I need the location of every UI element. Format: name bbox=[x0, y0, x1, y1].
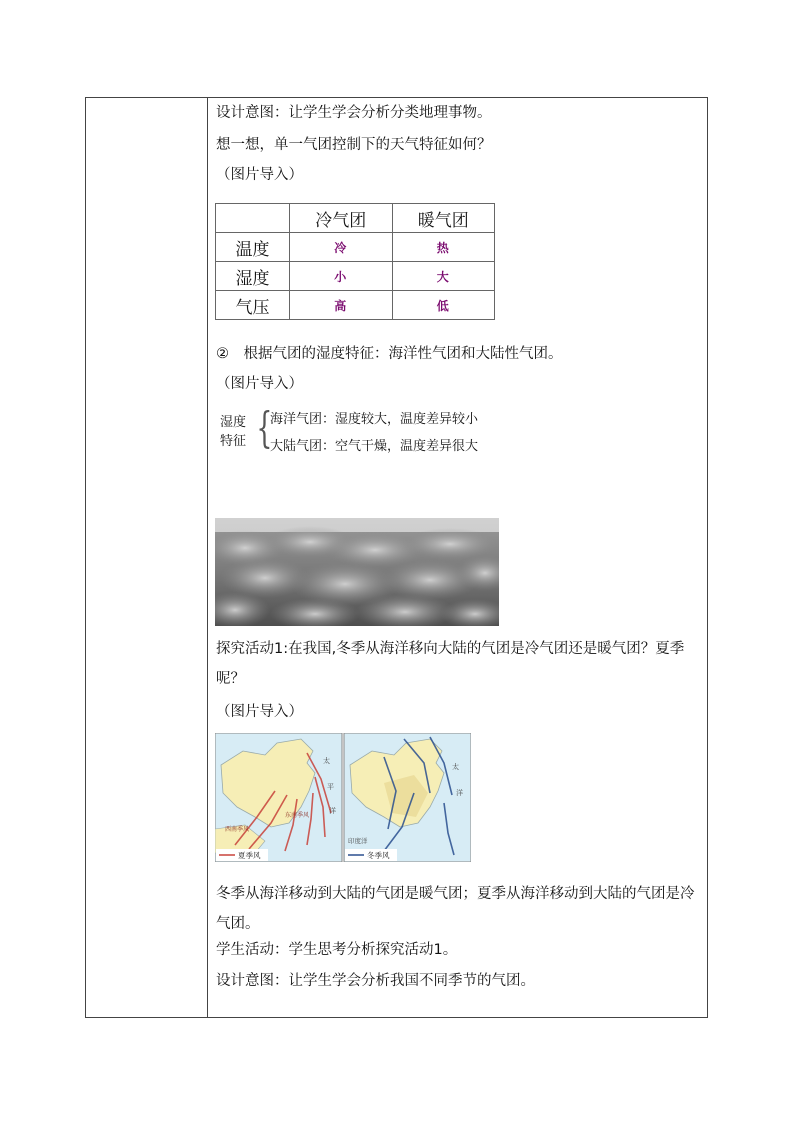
sea-label: 洋 bbox=[456, 789, 463, 797]
sea-label: 太 bbox=[323, 757, 330, 765]
image-import-note: （图片导入） bbox=[216, 704, 303, 720]
humidity-heading: 湿度 特征 bbox=[220, 415, 247, 449]
southeast-monsoon-label: 东南季风 bbox=[285, 812, 310, 819]
humidity-point-line: ② 根据气团的湿度特征：海洋性气团和大陆性气团。 bbox=[216, 346, 563, 362]
inquiry-activity-line: 探究活动1:在我国,冬季从海洋移向大陆的气团是冷气团还是暖气团？夏季呢？ bbox=[216, 641, 685, 687]
warm-air-mass-header: 暖气团 bbox=[392, 204, 495, 233]
answer-line: 冬季从海洋移动到大陆的气团是暖气团；夏季从海洋移动到大陆的气团是冷气团。 bbox=[216, 886, 695, 932]
table-header-row bbox=[216, 204, 495, 233]
design-intent-line: 设计意图：让学生学会分析我国不同季节的气团。 bbox=[216, 973, 535, 989]
table-row bbox=[216, 262, 495, 291]
monsoon-maps bbox=[215, 733, 471, 862]
sea-label: 洋 bbox=[329, 807, 336, 815]
warm-value: 热 bbox=[392, 233, 495, 262]
row-label: 温度 bbox=[216, 233, 290, 262]
summer-legend: 夏季风 bbox=[238, 851, 261, 860]
summer-monsoon-map bbox=[215, 733, 342, 862]
warm-value: 大 bbox=[392, 262, 495, 291]
think-question-line: 想一想，单一气团控制下的天气特征如何？ bbox=[216, 137, 492, 153]
warm-value: 低 bbox=[392, 291, 495, 320]
southwest-monsoon-label: 西南季风 bbox=[225, 826, 250, 833]
ocean-air-mass-text: 海洋气团：湿度较大，温度差异较小 bbox=[270, 412, 479, 427]
row-label: 气压 bbox=[216, 291, 290, 320]
cold-value: 高 bbox=[290, 291, 393, 320]
indian-ocean-label: 印度洋 bbox=[348, 837, 368, 845]
land-air-mass-text: 大陆气团：空气干燥，温度差异很大 bbox=[270, 439, 479, 454]
cloud-photo bbox=[215, 518, 499, 626]
cold-air-mass-header: 冷气团 bbox=[290, 204, 393, 233]
humidity-diagram bbox=[216, 405, 506, 459]
student-activity-line: 学生活动：学生思考分析探究活动1。 bbox=[216, 942, 458, 958]
cold-value: 冷 bbox=[290, 233, 393, 262]
sea-label: 平 bbox=[327, 783, 334, 791]
row-label: 湿度 bbox=[216, 262, 290, 291]
winter-legend: 冬季风 bbox=[367, 851, 390, 860]
table-corner-cell bbox=[216, 204, 290, 233]
table-row bbox=[216, 233, 495, 262]
sea-label: 太 bbox=[452, 763, 459, 771]
table-row bbox=[216, 291, 495, 320]
winter-monsoon-map bbox=[344, 733, 471, 862]
air-mass-table bbox=[215, 203, 495, 320]
image-import-note: （图片导入） bbox=[216, 167, 303, 183]
column-divider bbox=[207, 97, 208, 1018]
brace-icon: { bbox=[256, 403, 273, 452]
cold-value: 小 bbox=[290, 262, 393, 291]
design-intent-line: 设计意图：让学生学会分析分类地理事物。 bbox=[216, 105, 492, 121]
image-import-note: （图片导入） bbox=[216, 376, 303, 392]
